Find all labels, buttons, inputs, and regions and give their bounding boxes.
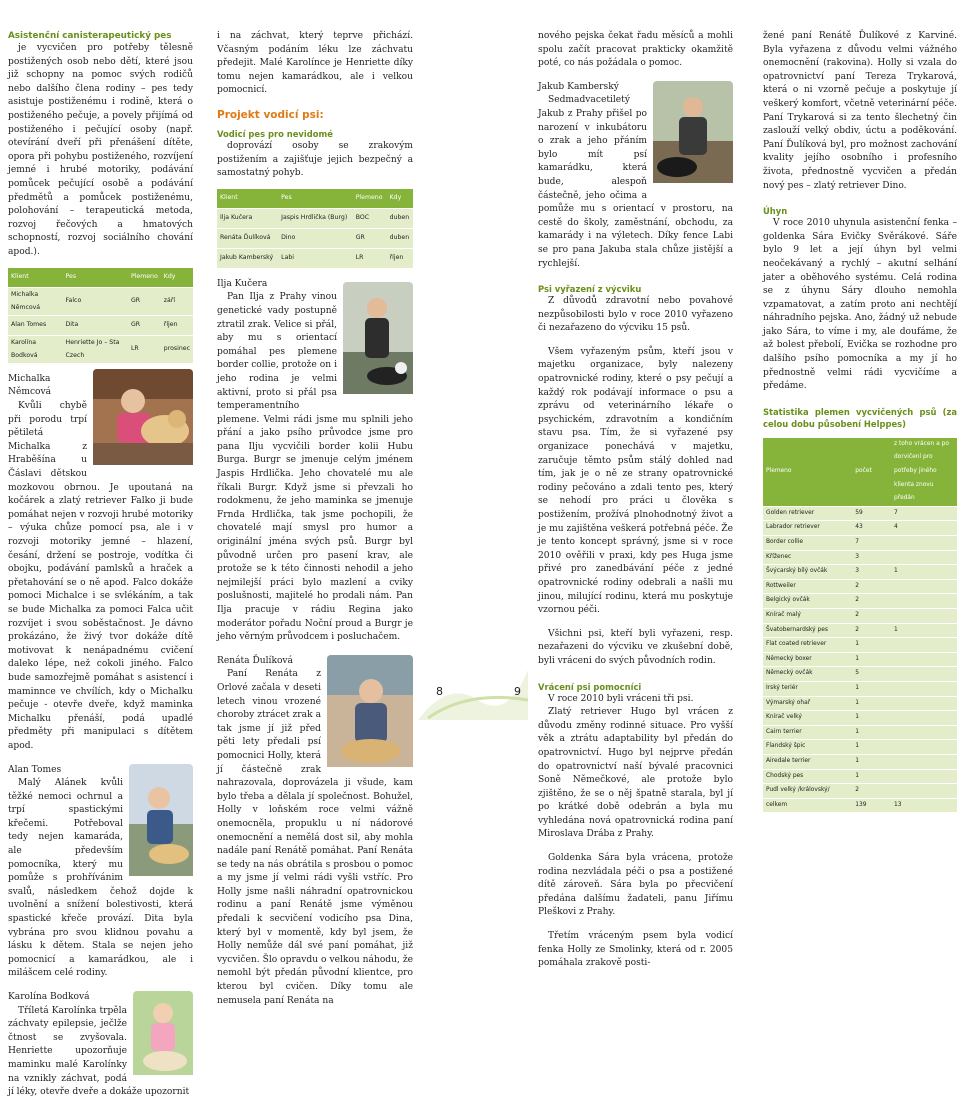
cell: [891, 711, 957, 726]
cell: 59: [855, 509, 863, 516]
col-klient: Klient: [220, 194, 238, 202]
table-row: [217, 248, 413, 268]
assist-heading: Asistenční canisterapeutický pes: [8, 31, 172, 41]
cell: 1: [855, 655, 859, 662]
death-heading: Úhyn: [763, 206, 788, 217]
cell: LR: [130, 345, 139, 353]
table-row: [763, 681, 957, 696]
renata-name: Renáta Ďulíková: [217, 655, 293, 666]
table-row: [763, 594, 957, 609]
cell: 1: [855, 699, 859, 706]
cell: Karolína Bodková: [11, 338, 38, 360]
cell: 2: [855, 582, 859, 589]
table-row: [763, 769, 957, 784]
michalka-text: Kvůli chybě při porodu trpí pětiletá Michalka z Hraběšína u Čáslavi dětskou mozkovou obrnou. Je upoutaná na kočárek a zlatý retriever Falko ji bude pomáhat nejen v rozvoji hrubé motoriky – výuka chůze pomocí psa, ale i v rozvoji motoriky jemné – hlazení, česání, držení se postroje, vodítka či obojku, podávání pamlsků a hraček a přetahování se o ně apod. Falco dokáže pomoci Michalce i se svlékáním, a tak se bude Michalka za pomoci Falca učit rozvíjet i svou soběstačnost. Je dávno prokázáno, že živý tvor dokáže dítě motivovat k nenápadnému cvičení daleko lépe, než cokoli jiného. Falco bude samozřejmě pomáhat s asistencí i maminnce ve chvílích, kdy o Michalku pečuje - otevře dveře, když maminka Michalku přenáší, podá upadlé předměty při manipulaci s dítětem apod.: [8, 401, 193, 751]
cell: 3: [855, 553, 859, 560]
col-plemeno: Plemeno: [130, 273, 158, 281]
table-row: [763, 667, 957, 682]
cell: Labi: [281, 254, 295, 262]
ilja-name: Ilja Kučera: [217, 278, 268, 289]
column-4: [763, 30, 957, 812]
cell: Švatobernardský pes: [766, 626, 828, 633]
cell: 43: [855, 524, 863, 531]
photo-renata: [327, 655, 413, 773]
karolina-name: Karolína Bodková: [8, 992, 90, 1002]
michalka-name: Michalka Němcová: [8, 373, 52, 398]
cell: [891, 784, 957, 799]
karolina-text: Tříletá Karolínka trpěla záchvaty epilepsie, ječlže čtnost se zvyšovala. Henriette upozorňuje maminku malé Karolínky na vznikly záchvat, podá jí léky, otevře dveře a dokáže upozornit: [8, 1005, 190, 1098]
cell: Rottweiler: [766, 582, 796, 589]
cell: [891, 536, 957, 551]
cell: 1: [855, 728, 859, 735]
project-heading: Projekt vodicí psi:: [217, 108, 324, 121]
photo-michalka: [93, 369, 193, 471]
col-kdy: Kdy: [163, 273, 176, 281]
col-pes: Pes: [65, 273, 77, 281]
col3-intro: nového pejska čekat řadu měsíců a mohli spolu začít pracovat prakticky okamžitě poté, co nás požádala o pomoc.: [538, 31, 733, 69]
cell: Jaspis Hrdlička (Burg): [281, 214, 348, 222]
col-pes: Pes: [281, 194, 292, 202]
cell: BOC: [355, 214, 370, 222]
photo-karolina: [133, 991, 193, 1081]
cell: Švýcarský bílý ovčák: [766, 568, 828, 575]
cell: 2: [855, 611, 859, 618]
cell: GR: [130, 321, 141, 329]
cell: prosinec: [163, 345, 190, 353]
table-row: [763, 725, 957, 740]
cell: [891, 594, 957, 609]
cell: LR: [355, 254, 364, 262]
breeds-table: [763, 438, 957, 812]
cell: 1: [855, 714, 859, 721]
table-row: [763, 565, 957, 580]
page-number-right: 9: [514, 685, 521, 698]
table-row: [763, 638, 957, 653]
jakub-name: Jakub Kamberský: [538, 81, 619, 92]
cell: [891, 740, 957, 755]
cell: Border collie: [766, 539, 803, 545]
cell: Henriette Jo – Sta Czech: [65, 338, 120, 360]
jakub-text: Sedmadvacetiletý Jakub z Prahy přišel po narození v inkubátoru o zrak a jeho přáním bylo mít psí kamarádku, která bude, alespoň částečně, jeho očima a pomůže mu s orientací v prostoru, na cestě do školy, zaměstnání, obchodu, za kamarády i na výletech. Díky fence Labi se pro pana Jakuba stala chůze jistější a rychlejší.: [538, 95, 733, 269]
assist-table: [8, 268, 193, 363]
cell: [891, 681, 957, 696]
cell: [891, 579, 957, 594]
table-row: [8, 335, 193, 363]
table-row: [763, 740, 957, 755]
guide-table: [217, 189, 413, 268]
cell: duben: [389, 214, 410, 222]
alan-text: Malý Alánek kvůli těžké nemoci ochrnul a trpí spastickými křečemi. Potřeboval tedy nejen kamaráda, ale především pomocníka, který mu pomůže s prohřívánim svalů, následkem čehož dojde k uvolnění a snížení bolestivosti, která spastické křeče provází. Dita byla vybrána pro svou klidnou povahu a lásku k dětem. Stala se nejen jeho pomocnicí a kamarádkou, ale i milášcem celé rodiny.: [8, 778, 193, 979]
photo-jakub: [653, 81, 733, 189]
cell: 2: [855, 626, 859, 633]
col-kdy: Kdy: [389, 194, 402, 202]
cell: Výmarský ohař: [766, 699, 811, 706]
cell: celkem: [766, 801, 788, 808]
column-2: [217, 30, 413, 1008]
cell: 5: [855, 670, 859, 677]
col-returned: z toho vrácen a po dorvičení pro potřeby jiného klienta znovu předán: [894, 440, 949, 502]
table-header-row: [763, 438, 957, 506]
footer-decoration-icon: [418, 660, 528, 720]
cell: Belgický ovčák: [766, 597, 810, 604]
col-klient: Klient: [11, 273, 29, 281]
table-row: [8, 315, 193, 335]
table-row: [763, 579, 957, 594]
cell: 1: [855, 743, 859, 750]
cell: 7: [894, 509, 898, 516]
death-text: V roce 2010 uhynula asistenční fenka – goldenka Sára Evičky Svěrákové. Sáře bylo 9 let a její úhyn byl velmi neočekávaný a rychlý – akutní selhání jater a oběhového systému. Celá rodina se z úhynu Sáry dlouho nemohla vzpamatovat, a zatím proto ani nechtějí náhradního pejska. Ano, žádný už nebude jako Sára, to víme i my, ale doufáme, že až bolest přebolí, Evička se rozhodne pro dalšího psího pomocníka a my jí ho přednostně velmi rádi vycvičíme a předáme.: [763, 218, 957, 392]
table-header-row: [8, 268, 193, 288]
table-row: [763, 608, 957, 623]
table-row: [217, 228, 413, 248]
cell: Německý ovčák: [766, 670, 813, 677]
cell: Dita: [65, 321, 79, 329]
cell: Renáta Ďulíková: [220, 234, 271, 242]
cell: [891, 608, 957, 623]
cell: 139: [855, 801, 867, 808]
cell: říjen: [389, 254, 404, 262]
cell: Ilja Kučera: [220, 214, 253, 222]
table-row: [763, 506, 957, 521]
cell: duben: [389, 234, 410, 242]
guide-dog-text: doprovází osoby se zrakovým postižením a zajišťuje jejich bezpečný a samostatný pohyb.: [217, 140, 413, 179]
cell: září: [163, 297, 176, 305]
table-row: [217, 208, 413, 228]
cell: 1: [894, 568, 898, 575]
cell: Německý boxer: [766, 655, 812, 662]
cell: [891, 769, 957, 784]
table-row: [763, 696, 957, 711]
table-row: [8, 287, 193, 315]
returned-text-4: Třetím vráceným psem byla vodicí fenka Holly ze Smolinky, která od r. 2005 pomáhala zrakově posti-: [538, 931, 733, 969]
returned-text-1: V roce 2010 byli vráceni tři psi.: [548, 693, 694, 704]
rejected-text-2: Všem vyřazeným psům, kteří jsou v majetku organizace, byly nalezeny opatrovnické rodiny, které o psy pečují a každý rok podávají informace o psu a zprávu od veterinárního lékaře o psychickém, zdravotním a kondičním stavu psa. Tím, že si vyřazené psy organizace ponechává v majetku, zaručuje těmto psům stálý dohled nad tím, jak je o ně ze strany opatrovnické rodiny pečováno a zdali tento pes, který se nehodí pro práci u člověka s postižením, prožívá plnohodnotný život a je mu zajištěna veškerá potřebná péče. Že je tento koncept správný, jsme si v roce 2010 ověřili v praxi, kdy pes Huga jsme přivé pro zanedbávání péče z jedné opatrovnické rodiny odebrali a našli mu jinou, milující rodinu, která mu poskytuje vzornou péči.: [538, 346, 733, 616]
photo-ilja: [343, 282, 413, 400]
cell: Cairn terrier: [766, 728, 802, 735]
cell: Flandský špic: [766, 743, 806, 750]
cell: [891, 550, 957, 565]
rejected-text-3: Všichni psi, kteří byli vyřazeni, resp. nezařazeni do výcviku ve zkušební době, byli vráceni do svých původních rodin.: [538, 628, 733, 666]
photo-alan: [129, 764, 193, 882]
cell: Knírač malý: [766, 611, 801, 618]
cell: Kříženec: [766, 553, 792, 560]
cell: [891, 652, 957, 667]
alan-name: Alan Tomes: [8, 764, 62, 775]
table-row: [763, 754, 957, 769]
cell: Golden retriever: [766, 509, 815, 516]
cell: 2: [855, 787, 859, 794]
cell: Michalka Němcová: [11, 290, 41, 312]
table-row: [763, 623, 957, 638]
cell: 3: [855, 568, 859, 575]
assist-intro: je vycvičen pro potřeby tělesně postižených osob nebo dětí, které jsou již schopny na pomoc svých rodičů nebo dalšího člena rodiny – pes tedy asistuje postiženému i rodině, která o postiženého pečuje, a povely přijímá od postiženého i pečující osoby (např. otevírání dveří při přenášení dítěte, opora při pohybu postiženého, rozvíjení jemné i hrubé motoriky, podávání pomůcek pečující osobě a podávání předmětů a pomůcek postiženému, polohování – terapeutická metoda, rozvoj řečových a hmatových schopností, rozvoj sociálního chování apod.).: [8, 43, 193, 257]
cell: [891, 725, 957, 740]
cell: Alan Tomes: [11, 321, 47, 329]
rejected-text-1: Z důvodů zdravotní nebo povahové nezpůsobilosti bylo v roce 2010 vyřazeno či nezařazeno do výcviku 15 psů.: [538, 296, 733, 334]
table-row: [763, 550, 957, 565]
table-row: [763, 784, 957, 799]
col2-intro: i na záchvat, který teprve přichází. Včasným podáním léku lze záchvatu předejit. Malé Karolínce je Henriette díky tomu nejen kamarádkou, ale i velkou pomocnicí.: [217, 31, 413, 96]
rejected-heading: Psi vyřazení z výcviku: [538, 284, 642, 295]
column-3: [538, 30, 733, 971]
returned-text-2: Zlatý retriever Hugo byl vrácen z důvodu změny rodinné situace. Pro vyšší věk a ztrátu adaptability byl předán do opatrovnictví. Hugo byl nejprve předán do opatrovnictví naší bývalé pracovnici Soně Němečkové, ale protože bylo zjištěno, že se o něj špatně starala, byl jí po krátké době odebrán a byla mu vyhledána nová opatrovnická rodina paní Miroslava Drába z Prahy.: [538, 707, 733, 840]
cell: Falco: [65, 297, 82, 305]
table-row: [763, 798, 957, 812]
cell: 1: [855, 684, 859, 691]
table-row: [763, 521, 957, 536]
col-plemeno: Plemeno: [355, 194, 383, 202]
table-row: [763, 652, 957, 667]
col-breed: Plemeno: [766, 468, 792, 475]
cell: GR: [130, 297, 141, 305]
table-header-row: [217, 189, 413, 209]
guide-dog-subheading: Vodicí pes pro nevidomé: [217, 128, 333, 139]
page-number-left: 8: [436, 685, 443, 698]
returned-heading: Vrácení psi pomocníci: [538, 681, 642, 692]
cell: Knírač velký: [766, 714, 802, 721]
cell: říjen: [163, 321, 178, 329]
renata-text: Paní Renáta z Orlové začala v deseti letech vinou vrozené choroby ztrácet zrak a tak jsme jí již před pěti lety předali psí pomocnici Holly, která jí částečně zrak nahrazovala, doprovázela ji všude, kam bylo třeba a dělala jí společnost. Bohužel, Holly v loňském roce velmi vážně onemocněla, propuklu u ní nádorové onemocnění a nemělá dost sil, aby mohla nadále paní Renátě pomáhat. Paní Renáta se tedy na nás obrátila s prosbou o pomoc a my jsme jí velmi rádi vyšli vstříc. Pro Holly jsme našli náhradní opatrovnickou rodinu a paní Renátě jsme výměnou předali k secvičení vodicího psa Dina, který byl v momentě, kdy byl jsem, že Holly nemůže dál své paní pomáhat, již vycvičen. Šlo opravdu o velkou náhodu, že nemohl být předán původní klientce, pro kterou byl cvičen. Díky tomu ale nemusela paní Renáta na: [217, 669, 413, 1006]
cell: Pudl velký /královský/: [766, 787, 830, 794]
column-1: [8, 30, 193, 1100]
table-row: [763, 536, 957, 551]
cell: Labrador retriever: [766, 524, 820, 531]
cell: [891, 667, 957, 682]
cell: 1: [855, 641, 859, 648]
cell: Dino: [281, 234, 296, 242]
cell: Chodský pes: [766, 772, 804, 779]
cell: Flat coated retriever: [766, 641, 827, 648]
cell: GR: [355, 234, 365, 242]
col-count: počet: [855, 468, 872, 475]
cell: 4: [894, 524, 898, 531]
ilja-text: Pan Ilja z Prahy vinou genetické vady postupně ztratil zrak. Velice si přál, aby mu s orientací pomáhal pes plemene border collie, protože on i jeho rodina je velmi aktivní, proto si přál psa temperamentního plemene. Velmi rádi jsme mu splnili jeho přání a jako psího průvodce jsme pro pana Ilju vycvičili border kolii Hubu Burga. Burgr se jmenuje celým jménem Jaspis Hrdlička. Jeho chovatelé mu ale říkali Burgr. Když jsme si převzali ho rodokmenu, že jeho maminka se jmenuje Frnda Hrdlička, tak jsme pochopili, že chovatelé mají smysl pro humor a originální jména svých psů. Burgr byl původně určen pro pasení krav, ale protože se k této činnosti nehodil a jeho nejmilejší práci bylo mazlení a cviky poslušnosti, majitelé ho prodali nám. Pan Ilja pracuje v rádiu Regina jako moderátor pořadu Noční proud a Burgr je jeho věrným průvodcem i posluchačem.: [217, 292, 413, 643]
cell: Airedale terrier: [766, 757, 811, 764]
cell: 1: [894, 626, 898, 633]
cell: 13: [894, 801, 902, 808]
stats-heading: Statistika plemen vycvičených psů (za celou dobu působení Helppes): [763, 406, 957, 429]
cell: 1: [855, 772, 859, 779]
cell: 2: [855, 597, 859, 604]
returned-text-3: Goldenka Sára byla vrácena, protože rodina nezvládala péči o psa a postižené dítě zároveň. Sára byla po přecvičení předána dalšímu žadateli, panu Jiřímu Pleškovi z Prahy.: [538, 853, 733, 918]
cell: [891, 696, 957, 711]
cell: Irský teriér: [766, 684, 798, 691]
cell: 7: [855, 539, 859, 545]
cell: Jakub Kamberský: [220, 254, 274, 262]
table-row: [763, 711, 957, 726]
cell: [891, 754, 957, 769]
cell: [891, 638, 957, 653]
col4-intro: žené paní Renátě Ďulíkové z Karviné. Byla vyřazena z důvodu velmi vážného onemocnění (rakovina). Holly si vzala do opatrovnictví paní Tereza Trykarová, která o ni vzorně pečuje a poskytuje jí veškerý komfort, včetně veterinární péče. Paní Trykarová si za tento šlechetný čin zaslouží velký obdiv, úctu a poděkování. Paní Ďulíková byl, pro možnost zachování kvality jejího osobního i profesního života, přednostně vycvičen a předán nový pes – zlatý retriever Dino.: [763, 31, 957, 191]
cell: 1: [855, 757, 859, 764]
